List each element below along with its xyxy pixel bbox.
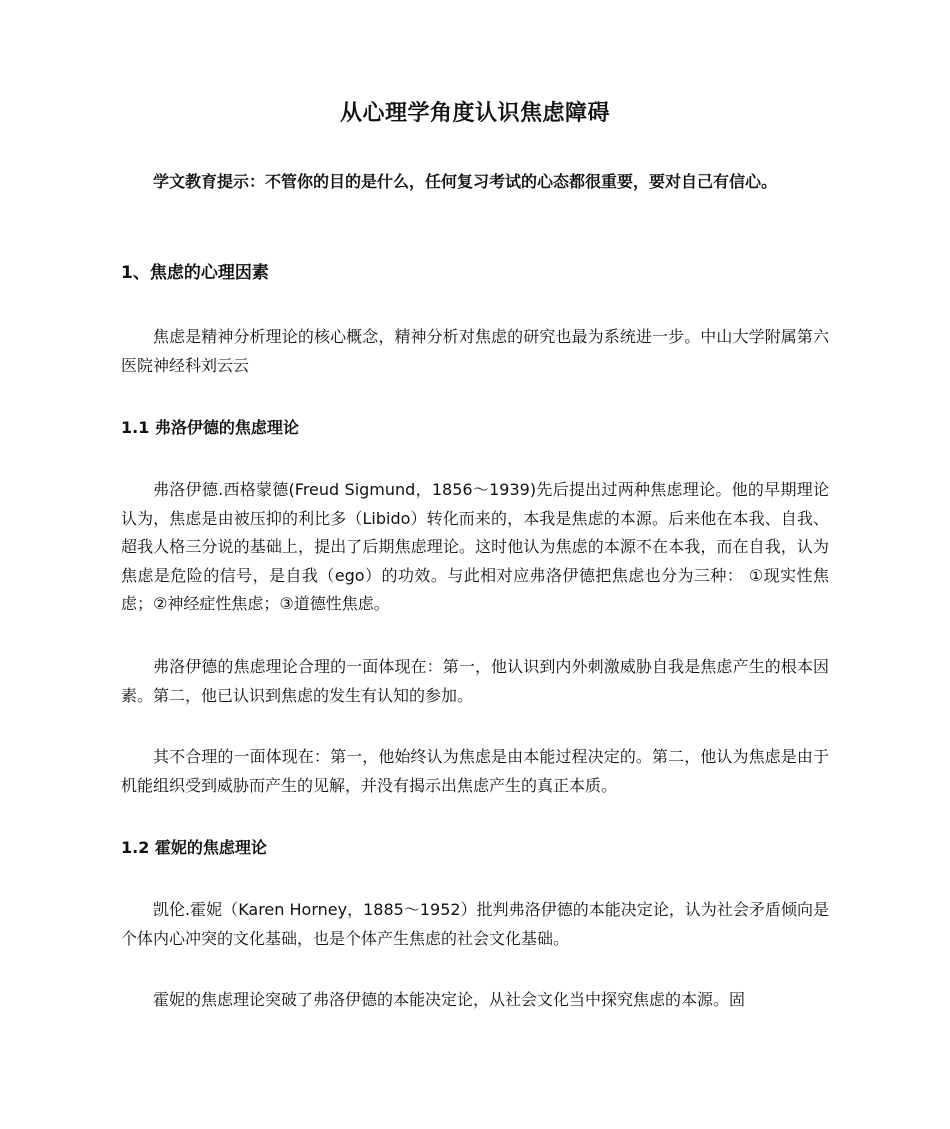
- section-1-heading: 1、焦虑的心理因素: [121, 263, 269, 283]
- section-1-1-paragraph-1: 弗洛伊德.西格蒙德(Freud Sigmund，1856～1939)先后提出过两种焦虑理论。他的早期理论认为，焦虑是由被压抑的利比多（Libido）转化而来的，本我是焦虑的本源。后来他在本我、自我、超我人格三分说的基础上，提出了后期焦虑理论。这时他认为焦虑的本源不在本我，而在自我，认为焦虑是危险的信号，是自我（ego）的功效。与此相对应弗洛伊德把焦虑也分为三种： ①现实性焦虑；②神经症性焦虑；③道德性焦虑。: [121, 480, 829, 613]
- tip-paragraph: 学文教育提示：不管你的目的是什么，任何复习考试的心态都很重要，要对自己有信心。: [153, 172, 778, 191]
- section-1-1-paragraph-2: 弗洛伊德的焦虑理论合理的一面体现在：第一，他认识到内外刺激威胁自我是焦虑产生的根本因素。第二，他已认识到焦虑的发生有认知的参加。: [121, 657, 829, 705]
- section-1-paragraph: 焦虑是精神分析理论的核心概念，精神分析对焦虑的研究也最为系统进一步。中山大学附属第六医院神经科刘云云: [121, 327, 829, 375]
- section-1-1-paragraph-3: 其不合理的一面体现在：第一，他始终认为焦虑是由本能过程决定的。第二，他认为焦虑是由于机能组织受到威胁而产生的见解，并没有揭示出焦虑产生的真正本质。: [121, 747, 829, 795]
- section-1-2-heading: 1.2 霍妮的焦虑理论: [121, 838, 267, 857]
- section-1-2-paragraph-1: 凯伦.霍妮（Karen Horney，1885～1952）批判弗洛伊德的本能决定论，认为社会矛盾倾向是个体内心冲突的文化基础，也是个体产生焦虑的社会文化基础。: [121, 900, 829, 948]
- section-1-2-paragraph-2: 霍妮的焦虑理论突破了弗洛伊德的本能决定论，从社会文化当中探究焦虑的本源。固: [153, 990, 746, 1009]
- section-1-1-heading: 1.1 弗洛伊德的焦虑理论: [121, 418, 299, 437]
- document-title: 从心理学角度认识焦虑障碍: [339, 101, 610, 126]
